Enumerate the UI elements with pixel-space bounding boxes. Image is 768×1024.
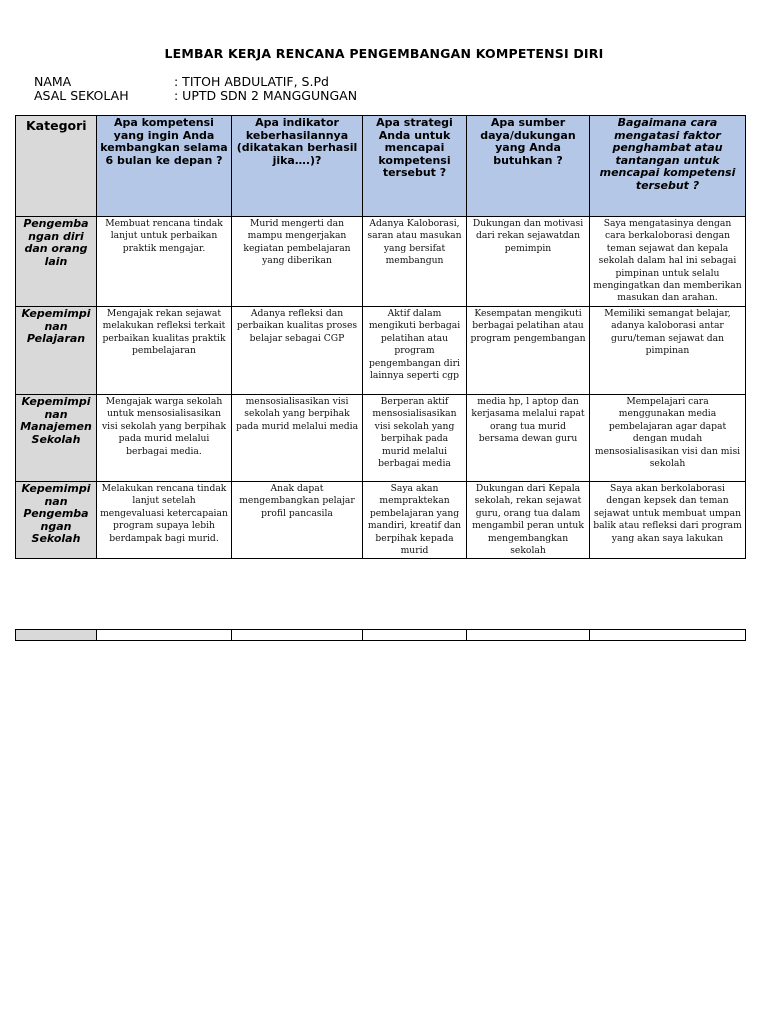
table-cell: Murid mengerti dan mampu mengerjakan kegiatan pembelajaran yang diberikan: [232, 217, 363, 307]
table-cell: Adanya refleksi dan perbaikan kualitas proses belajar sebagai CGP: [232, 307, 363, 395]
table-cell: Mengajak warga sekolah untuk mensosialisasikan visi sekolah yang berpihak pada murid melalui berbagai media.: [97, 395, 232, 482]
table-cell: Memiliki semangat belajar, adanya kaloborasi antar guru/teman sejawat dan pimpinan: [590, 307, 746, 395]
empty-cell: [16, 630, 97, 641]
header-row: [16, 116, 746, 217]
header-indikator: Apa indikator keberhasilannya (dikatakan berhasil jika….)?: [232, 116, 363, 217]
table-row: [16, 307, 746, 395]
empty-cell: [363, 630, 467, 641]
table-cell: Melakukan rencana tindak lanjut setelah mengevaluasi ketercapaian program supaya lebih berdampak bagi murid.: [97, 482, 232, 559]
table-row: [16, 395, 746, 482]
header-kategori: Kategori: [16, 116, 97, 217]
header-kompetensi: Apa kompetensi yang ingin Anda kembangkan selama 6 bulan ke depan ?: [97, 116, 232, 217]
row-category: Pengemba ngan diri dan orang lain: [16, 217, 97, 307]
table-cell: Saya akan mempraktekan pembelajaran yang mandiri, kreatif dan berpihak kepada murid: [363, 482, 467, 559]
header-sumber-daya: Apa sumber daya/dukungan yang Anda butuhkan ?: [467, 116, 590, 217]
table-cell: Mempelajari cara menggunakan media pembelajaran agar dapat dengan mudah mensosialisasikan visi dan misi sekolah: [590, 395, 746, 482]
row-category: Kepemimpi nan Pengemba ngan Sekolah: [16, 482, 97, 559]
info-label-asal-sekolah: ASAL SEKOLAH: [34, 88, 129, 103]
header-mengatasi-hambatan: Bagaimana cara mengatasi faktor penghambat atau tantangan untuk mencapai kompetensi tersebut ?: [590, 116, 746, 217]
empty-cell: [467, 630, 590, 641]
table-cell: Saya mengatasinya dengan cara berkaloborasi dengan teman sejawat dan kepala sekolah dalam hal ini sebagai pimpinan untuk selalu mengingatkan dan memberikan masukan dan arahan.: [590, 217, 746, 307]
empty-cell: [590, 630, 746, 641]
table-cell: Kesempatan mengikuti berbagai pelatihan atau program pengembangan: [467, 307, 590, 395]
table-cell: Berperan aktif mensosialisasikan visi sekolah yang berpihak pada murid melalui berbagai media: [363, 395, 467, 482]
empty-table-row: [15, 629, 746, 641]
table-cell: media hp, l aptop dan kerjasama melalui rapat orang tua murid bersama dewan guru: [467, 395, 590, 482]
table-cell: Dukungan dan motivasi dari rekan sejawatdan pemimpin: [467, 217, 590, 307]
table-cell: Aktif dalam mengikuti berbagai pelatihan atau program pengembangan diri lainnya seperti cgp: [363, 307, 467, 395]
document-title: LEMBAR KERJA RENCANA PENGEMBANGAN KOMPETENSI DIRI: [164, 46, 604, 61]
info-label-nama: NAMA: [34, 74, 72, 89]
table-cell: mensosialisasikan visi sekolah yang berpihak pada murid melalui media: [232, 395, 363, 482]
table-cell: Adanya Kaloborasi, saran atau masukan yang bersifat membangun: [363, 217, 467, 307]
row-category: Kepemimpi nan Manajemen Sekolah: [16, 395, 97, 482]
table-cell: Membuat rencana tindak lanjut untuk perbaikan praktik mengajar.: [97, 217, 232, 307]
competency-table: [15, 115, 746, 559]
table-cell: Saya akan berkolaborasi dengan kepsek dan teman sejawat untuk membuat umpan balik atau refleksi dari program yang akan saya lakukan: [590, 482, 746, 559]
table-cell: Anak dapat mengembangkan pelajar profil pancasila: [232, 482, 363, 559]
table-row: [16, 482, 746, 559]
empty-cell: [97, 630, 232, 641]
info-value-asal-sekolah: : UPTD SDN 2 MANGGUNGAN: [174, 88, 358, 103]
empty-cell: [232, 630, 363, 641]
info-value-nama: : TITOH ABDULATIF, S.Pd: [174, 74, 329, 89]
table-cell: Mengajak rekan sejawat melakukan refleksi terkait perbaikan kualitas praktik pembelajaran: [97, 307, 232, 395]
table-row: [16, 217, 746, 307]
header-strategi: Apa strategi Anda untuk mencapai kompetensi tersebut ?: [363, 116, 467, 217]
table-cell: Dukungan dari Kepala sekolah, rekan sejawat guru, orang tua dalam mengambil peran untuk mengembangkan sekolah: [467, 482, 590, 559]
row-category: Kepemimpi nan Pelajaran: [16, 307, 97, 395]
